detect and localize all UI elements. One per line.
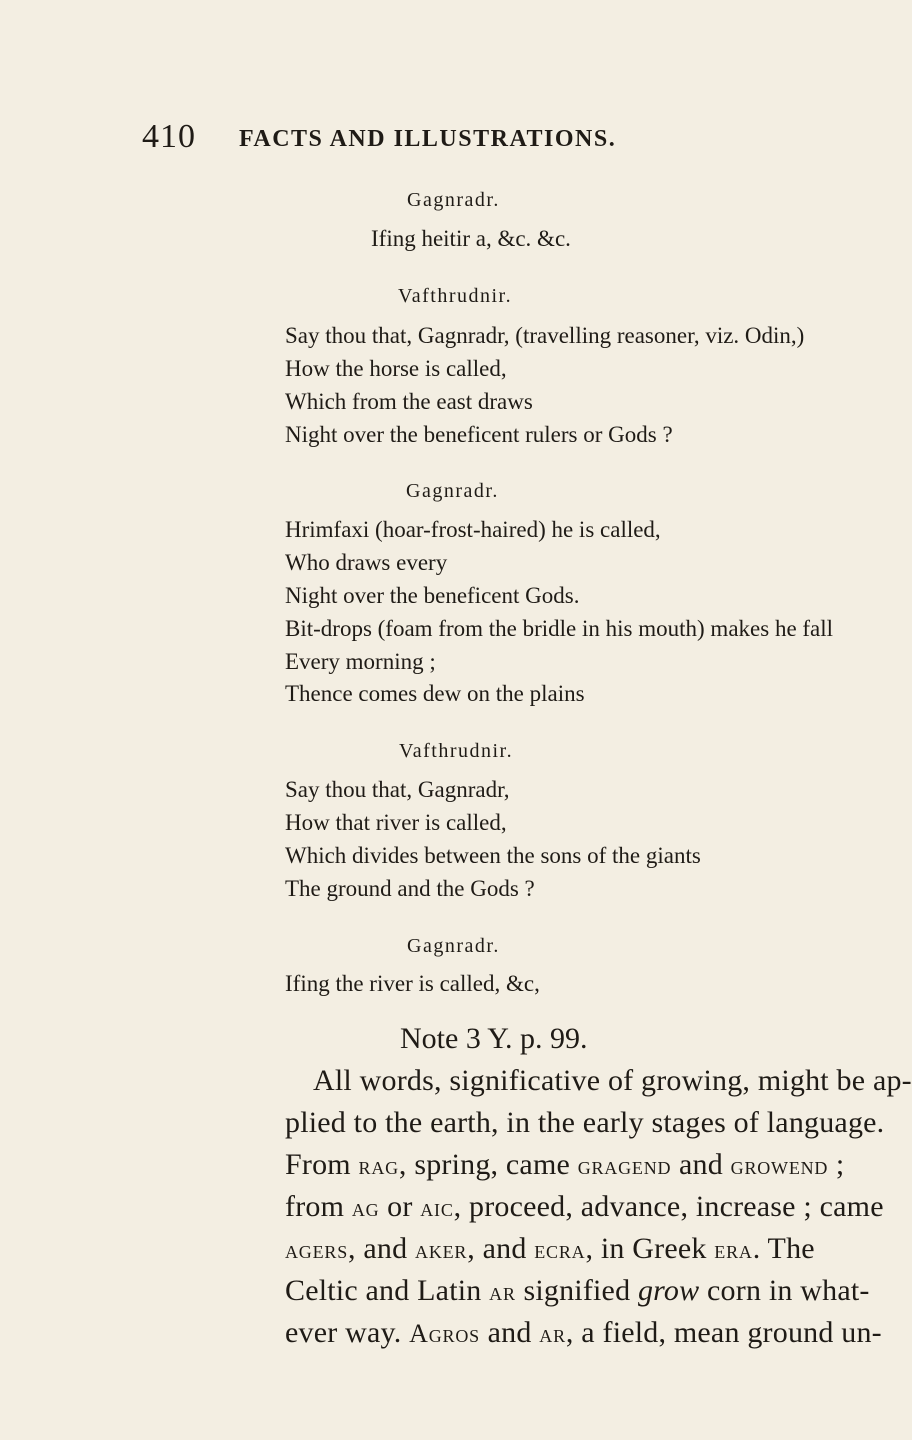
verse-line: How that river is called,: [285, 810, 507, 835]
note-line: All words, significative of growing, might be ap-: [313, 1064, 912, 1097]
note-line: plied to the earth, in the early stages of language.: [285, 1106, 885, 1139]
verse-line: Bit-drops (foam from the bridle in his mouth) makes he fall: [285, 616, 834, 641]
verse-line: Ifing the river is called, &c,: [285, 971, 540, 996]
speaker-heading: Gagnradr.: [407, 189, 500, 211]
page-header: [142, 118, 662, 158]
verse-line: Night over the beneficent rulers or Gods ?: [285, 422, 673, 447]
verse-line: The ground and the Gods ?: [285, 876, 535, 901]
note-line: from ag or aic, proceed, advance, increase ; came: [285, 1190, 884, 1223]
speaker-heading: Gagnradr.: [407, 935, 500, 957]
speaker-heading: Vafthrudnir.: [399, 740, 514, 762]
verse-line: Night over the beneficent Gods.: [285, 583, 580, 608]
verse-line: Which from the east draws: [285, 389, 533, 414]
running-title: FACTS AND ILLUSTRATIONS.: [239, 126, 617, 152]
note-title: Note 3 Y. p. 99.: [400, 1022, 588, 1055]
speaker-heading: Gagnradr.: [406, 480, 499, 502]
verse-line: Who draws every: [285, 550, 448, 575]
speaker-heading: Vafthrudnir.: [398, 285, 513, 307]
verse-line: How the horse is called,: [285, 356, 507, 381]
verse-line: Say thou that, Gagnradr, (travelling reasoner, viz. Odin,): [285, 323, 805, 348]
verse-line: Which divides between the sons of the giants: [285, 843, 701, 868]
verse-line: Hrimfaxi (hoar-frost-haired) he is called,: [285, 517, 661, 542]
note-line: ever way. Agros and ar, a field, mean ground un-: [285, 1316, 882, 1349]
verse-line: Say thou that, Gagnradr,: [285, 777, 510, 802]
verse-line: Thence comes dew on the plains: [285, 681, 585, 706]
note-line: From rag, spring, came gragend and growend ;: [285, 1148, 845, 1181]
verse-line: Every morning ;: [285, 649, 436, 674]
page-number: 410: [142, 118, 196, 155]
verse-line: Ifing heitir a, &c. &c.: [371, 226, 571, 251]
note-line: Celtic and Latin ar signified grow corn in what-: [285, 1274, 870, 1307]
note-line: agers, and aker, and ecra, in Greek era. The: [285, 1232, 815, 1265]
